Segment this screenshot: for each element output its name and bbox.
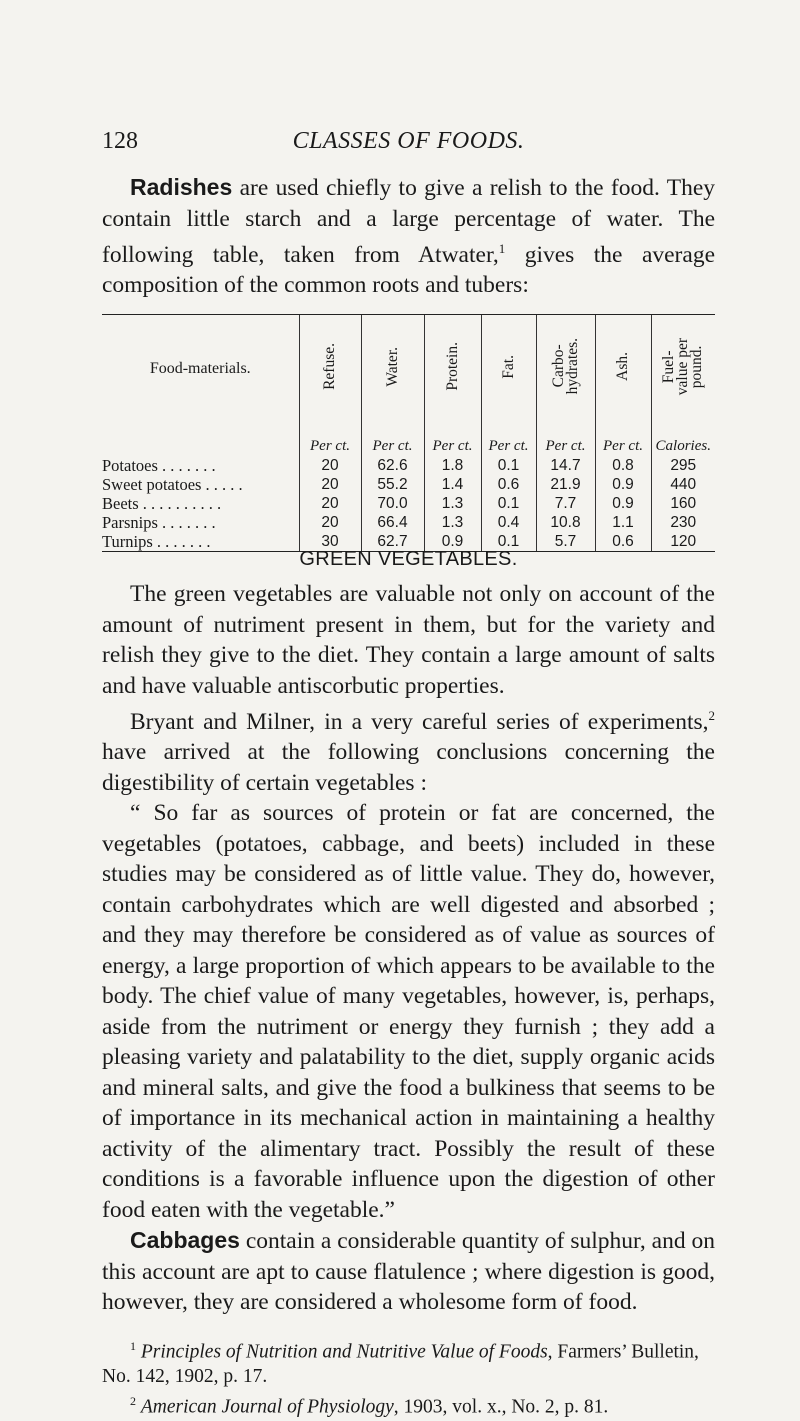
page-header xyxy=(102,128,715,160)
paragraph-bryant-milner: Bryant and Milner, in a very careful series of experiments,$^2$ have arrived at the following conclusions concerning the digestibility of certain vegetables : xyxy=(102,708,715,796)
intro-text-1: are used chiefly to give a relish to the food. They contain little starch and a large percentage of water. The following table, taken from Atwater, xyxy=(102,175,715,268)
footnotes xyxy=(102,1334,715,1419)
page-number: 128 xyxy=(102,128,138,154)
footnote-2: $^2$ American Journal of Physiology, 1903, vol. x., No. 2, p. 81. xyxy=(130,1393,609,1417)
footnote-ref-1: 1 xyxy=(498,241,506,256)
cabbages-term: Cabbages xyxy=(130,1227,240,1254)
footnote-1: $^1$ Principles of Nutrition and Nutritive Value of Foods, Farmers’ Bulletin, No. 142, 1902, p. 17. xyxy=(102,1339,699,1387)
intro-term: Radishes xyxy=(130,174,233,200)
header-refuse: Refuse. xyxy=(299,315,361,424)
table-row: Beets . . . . . . . . . . 20 70.0 1.3 0.1 7.7 0.9 160 xyxy=(102,494,715,513)
table-row: Turnips . . . . . . . 30 62.7 0.9 0.1 5.7 0.6 120 xyxy=(102,532,715,552)
table-row: Sweet potatoes . . . . . 20 55.2 1.4 0.6 21.9 0.9 440 xyxy=(102,475,715,494)
header-ash: Ash. xyxy=(595,315,651,424)
composition-table xyxy=(102,314,715,552)
intro-paragraph xyxy=(102,172,715,301)
header-protein: Protein. xyxy=(424,315,481,424)
paragraph-quotation: “ So far as sources of protein or fat are concerned, the vegetables (potatoes, cabbage, and beets) included in these studies may be considered as of little value. They do, however, contain carbohydrates which are well digested and absorbed ; and they may therefore be considered as of value as sources of energy, a large proportion of which appears to be available to the body. The chief value of many vegetables, however, is, perhaps, aside from the nutriment or energy they furnish ; they add a pleasing variety and palatability to the diet, supply organic acids and mineral salts, and give the food a bulkiness that seems to be of importance in its mechanical action in maintaining a healthy activity of the alimentary tract. Possibly the result of these conditions is a favorable influence upon the digestion of other food eaten with the vegetable.” xyxy=(102,800,715,1223)
intro-text-2: gives the average composition of the common roots and tubers: xyxy=(102,241,715,299)
footnote-ref-2: 2 xyxy=(708,708,715,723)
section-title: GREEN VEGETABLES. xyxy=(299,548,518,570)
header-food: Food-materials. xyxy=(102,315,299,424)
header-fat: Fat. xyxy=(481,315,536,424)
table-row: Potatoes . . . . . . . 20 62.6 1.8 0.1 14.7 0.8 295 xyxy=(102,456,715,475)
running-head: CLASSES OF FOODS. xyxy=(292,128,525,154)
units-row: Per ct. Per ct. Per ct. Per ct. Per ct. Per ct. Calories. xyxy=(102,423,715,456)
table-header-row xyxy=(102,315,715,424)
body-text xyxy=(102,579,715,1318)
paragraph-green-vegetables: The green vegetables are valuable not only on account of the amount of nutriment present in them, but for the variety and relish they give to the diet. They contain a large amount of salts and have valuable antiscorbutic properties. xyxy=(102,581,715,699)
header-water: Water. xyxy=(361,315,424,424)
table-row: Parsnips . . . . . . . 20 66.4 1.3 0.4 10.8 1.1 230 xyxy=(102,513,715,532)
header-fuel-value: Fuel- value per pound. xyxy=(651,315,715,424)
paragraph-cabbages: Cabbages contain a considerable quantity of sulphur, and on this account are apt to cause flatulence ; where digestion is good, however, they are considered a wholesome form of food. xyxy=(102,1227,715,1316)
header-carbohydrates: Carbo- hydrates. xyxy=(536,315,595,424)
